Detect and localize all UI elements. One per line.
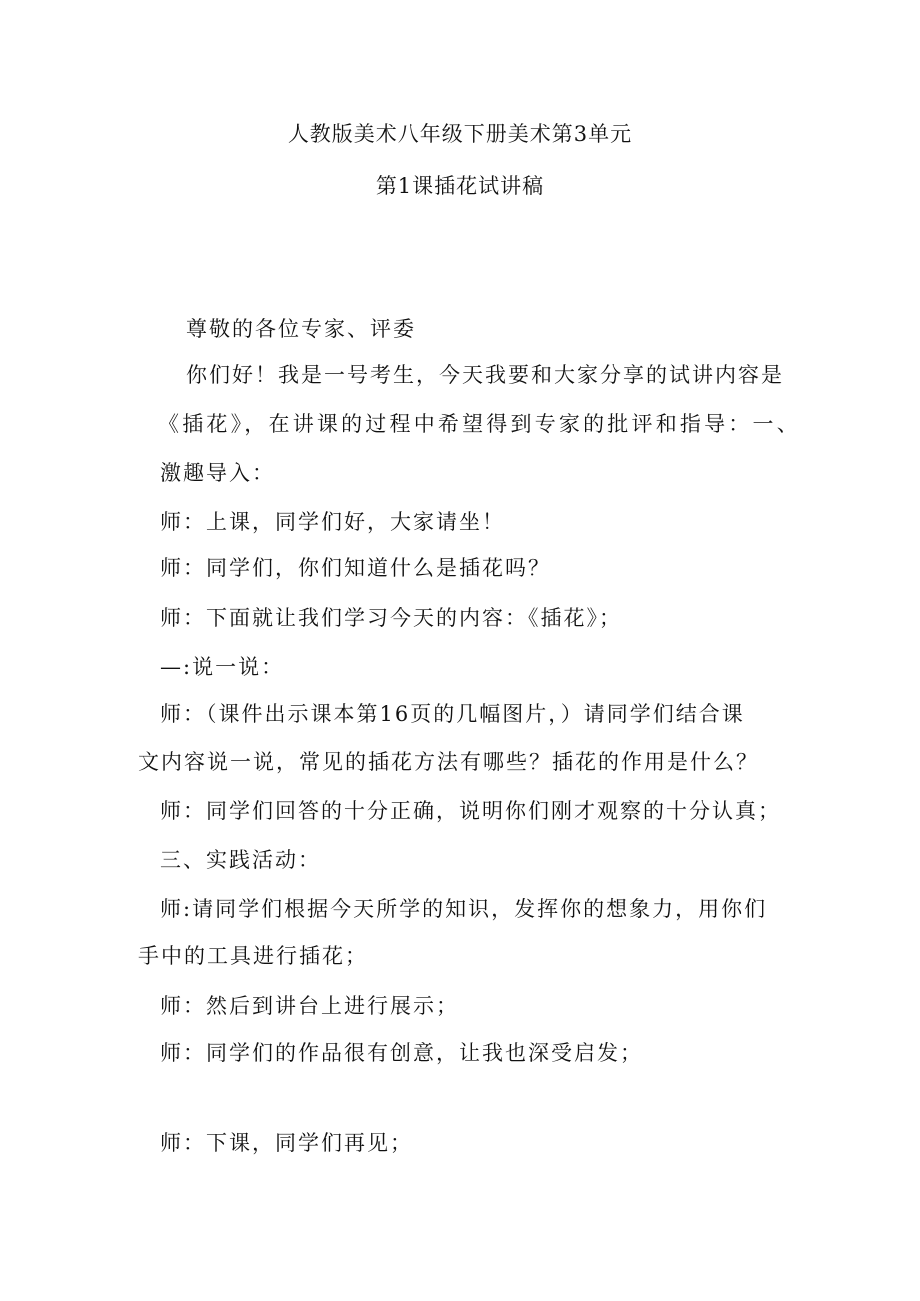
section-heading-3: 三、实践活动： bbox=[160, 848, 321, 872]
paragraph-teacher-1: 师：上课，同学们好，大家请坐！ bbox=[160, 510, 505, 534]
paragraph-teacher-6-cont: 手中的工具进行插花； bbox=[138, 944, 368, 968]
document-title-line-1: 人教版美术八年级下册美术第3单元 bbox=[287, 122, 633, 146]
section-heading-1: 激趣导入： bbox=[160, 461, 275, 485]
paragraph-teacher-7: 师：然后到讲台上进行展示； bbox=[160, 994, 459, 1018]
paragraph-teacher-4: 师：（课件出示课本第16页的几幅图片，）请同学们结合课 bbox=[160, 702, 745, 726]
paragraph-intro-cont: 《插花》，在讲课的过程中希望得到专家的批评和指导：一、 bbox=[158, 412, 801, 436]
paragraph-teacher-8: 师：同学们的作品很有创意，让我也深受启发； bbox=[160, 1041, 643, 1065]
paragraph-teacher-4-cont: 文内容说一说，常见的插花方法有哪些？插花的作用是什么？ bbox=[138, 750, 759, 774]
paragraph-teacher-2: 师：同学们，你们知道什么是插花吗？ bbox=[160, 556, 551, 580]
section-heading-2: —:说一说： bbox=[160, 655, 285, 679]
paragraph-greeting: 尊敬的各位专家、评委 bbox=[186, 317, 416, 341]
document-title-line-2: 第1课插花试讲稿 bbox=[375, 174, 545, 198]
paragraph-teacher-5: 师：同学们回答的十分正确，说明你们刚才观察的十分认真； bbox=[160, 799, 781, 823]
paragraph-teacher-6: 师:请同学们根据今天所学的知识，发挥你的想象力，用你们 bbox=[160, 897, 768, 921]
paragraph-teacher-3: 师：下面就让我们学习今天的内容：《插花》； bbox=[160, 606, 622, 630]
paragraph-teacher-9: 师：下课，同学们再见； bbox=[160, 1131, 413, 1155]
paragraph-intro: 你们好！我是一号考生，今天我要和大家分享的试讲内容是 bbox=[186, 363, 784, 387]
